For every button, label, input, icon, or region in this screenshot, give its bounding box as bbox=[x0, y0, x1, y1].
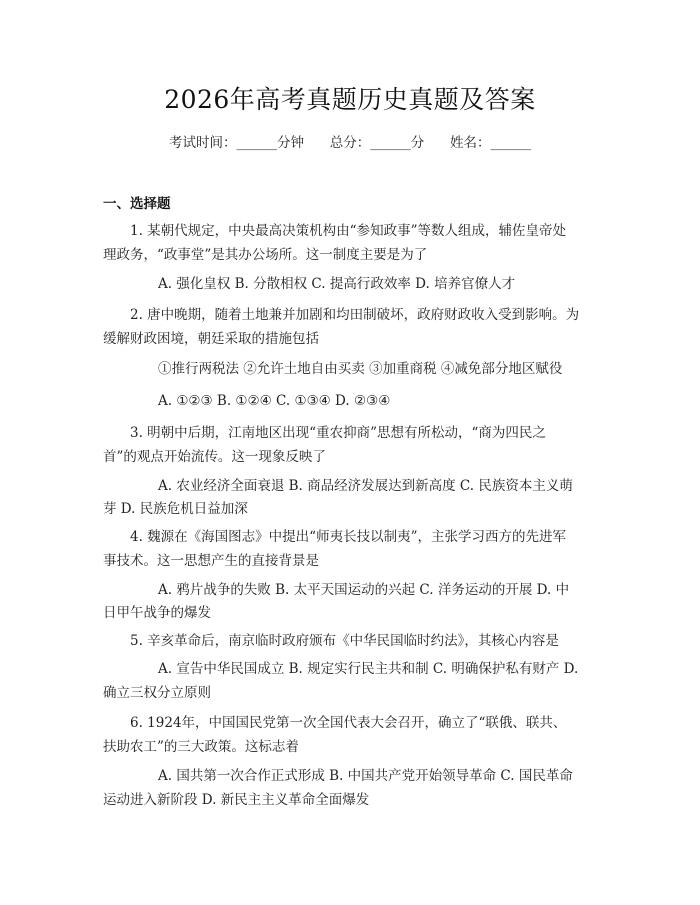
page-title: 2026年高考真题历史真题及答案 bbox=[164, 85, 536, 114]
question-5-stem-line-1: 5. 辛亥革命后，南京临时政府颁布《中华民国临时约法》，其核心内容是 bbox=[130, 633, 559, 649]
question-6-stem-line-1: 6. 1924年，中国国民党第一次全国代表大会召开，确立了“联俄、联共、 bbox=[130, 715, 567, 731]
question-6-options-line-1: A. 国共第一次合作正式形成 B. 中国共产党开始领导革命 C. 国民革命 bbox=[158, 768, 573, 784]
question-6-options-line-2: 运动进入新阶段 D. 新民主主义革命全面爆发 bbox=[103, 792, 370, 808]
question-2-items: ①推行两税法 ②允许土地自由买卖 ③加重商税 ④减免部分地区赋役 bbox=[158, 361, 563, 377]
question-6-stem-line-2: 扶助农工”的三大政策。这标志着 bbox=[103, 739, 299, 755]
question-3-stem-line-2: 首”的观点开始流传。这一现象反映了 bbox=[103, 449, 326, 465]
question-2-options: A. ①②③ B. ①②④ C. ①③④ D. ②③④ bbox=[158, 393, 391, 409]
question-3-options-line-2: 芽 D. 民族危机日益加深 bbox=[103, 501, 248, 517]
question-4-stem-line-2: 事技术。这一思想产生的直接背景是 bbox=[103, 553, 319, 569]
question-4-stem-line-1: 4. 魏源在《海国图志》中提出“师夷长技以制夷”，主张学习西方的先进军 bbox=[130, 529, 566, 545]
question-3-options-line-1: A. 农业经济全面衰退 B. 商品经济发展达到新高度 C. 民族资本主义萌 bbox=[158, 478, 573, 494]
question-2-stem-line-1: 2. 唐中晚期，随着土地兼并加剧和均田制破坏，政府财政收入受到影响。为 bbox=[130, 307, 580, 323]
question-1-stem-line-1: 1. 某朝代规定，中央最高决策机构由“参知政事”等数人组成，辅佐皇帝处 bbox=[130, 223, 566, 239]
question-5-options-line-2: 确立三权分立原则 bbox=[103, 685, 211, 701]
question-5-options-line-1: A. 宣告中华民国成立 B. 规定实行民主共和制 C. 明确保护私有财产 D. bbox=[158, 661, 579, 677]
question-1-stem-line-2: 理政务，“政事堂”是其办公场所。这一制度主要是为了 bbox=[103, 247, 428, 263]
section-heading: 一、选择题 bbox=[103, 196, 171, 212]
question-1-options: A. 强化皇权 B. 分散相权 C. 提高行政效率 D. 培养官僚人才 bbox=[158, 276, 516, 292]
question-3-stem-line-1: 3. 明朝中后期，江南地区出现“重农抑商”思想有所松动，“商为四民之 bbox=[130, 425, 546, 441]
question-2-stem-line-2: 缓解财政困境，朝廷采取的措施包括 bbox=[103, 331, 319, 347]
exam-info-line: 考试时间：______分钟 总分：______分 姓名：______ bbox=[169, 135, 531, 151]
question-4-options-line-2: 日甲午战争的爆发 bbox=[103, 605, 211, 621]
question-4-options-line-1: A. 鸦片战争的失败 B. 太平天国运动的兴起 C. 洋务运动的开展 D. 中 bbox=[158, 582, 570, 598]
